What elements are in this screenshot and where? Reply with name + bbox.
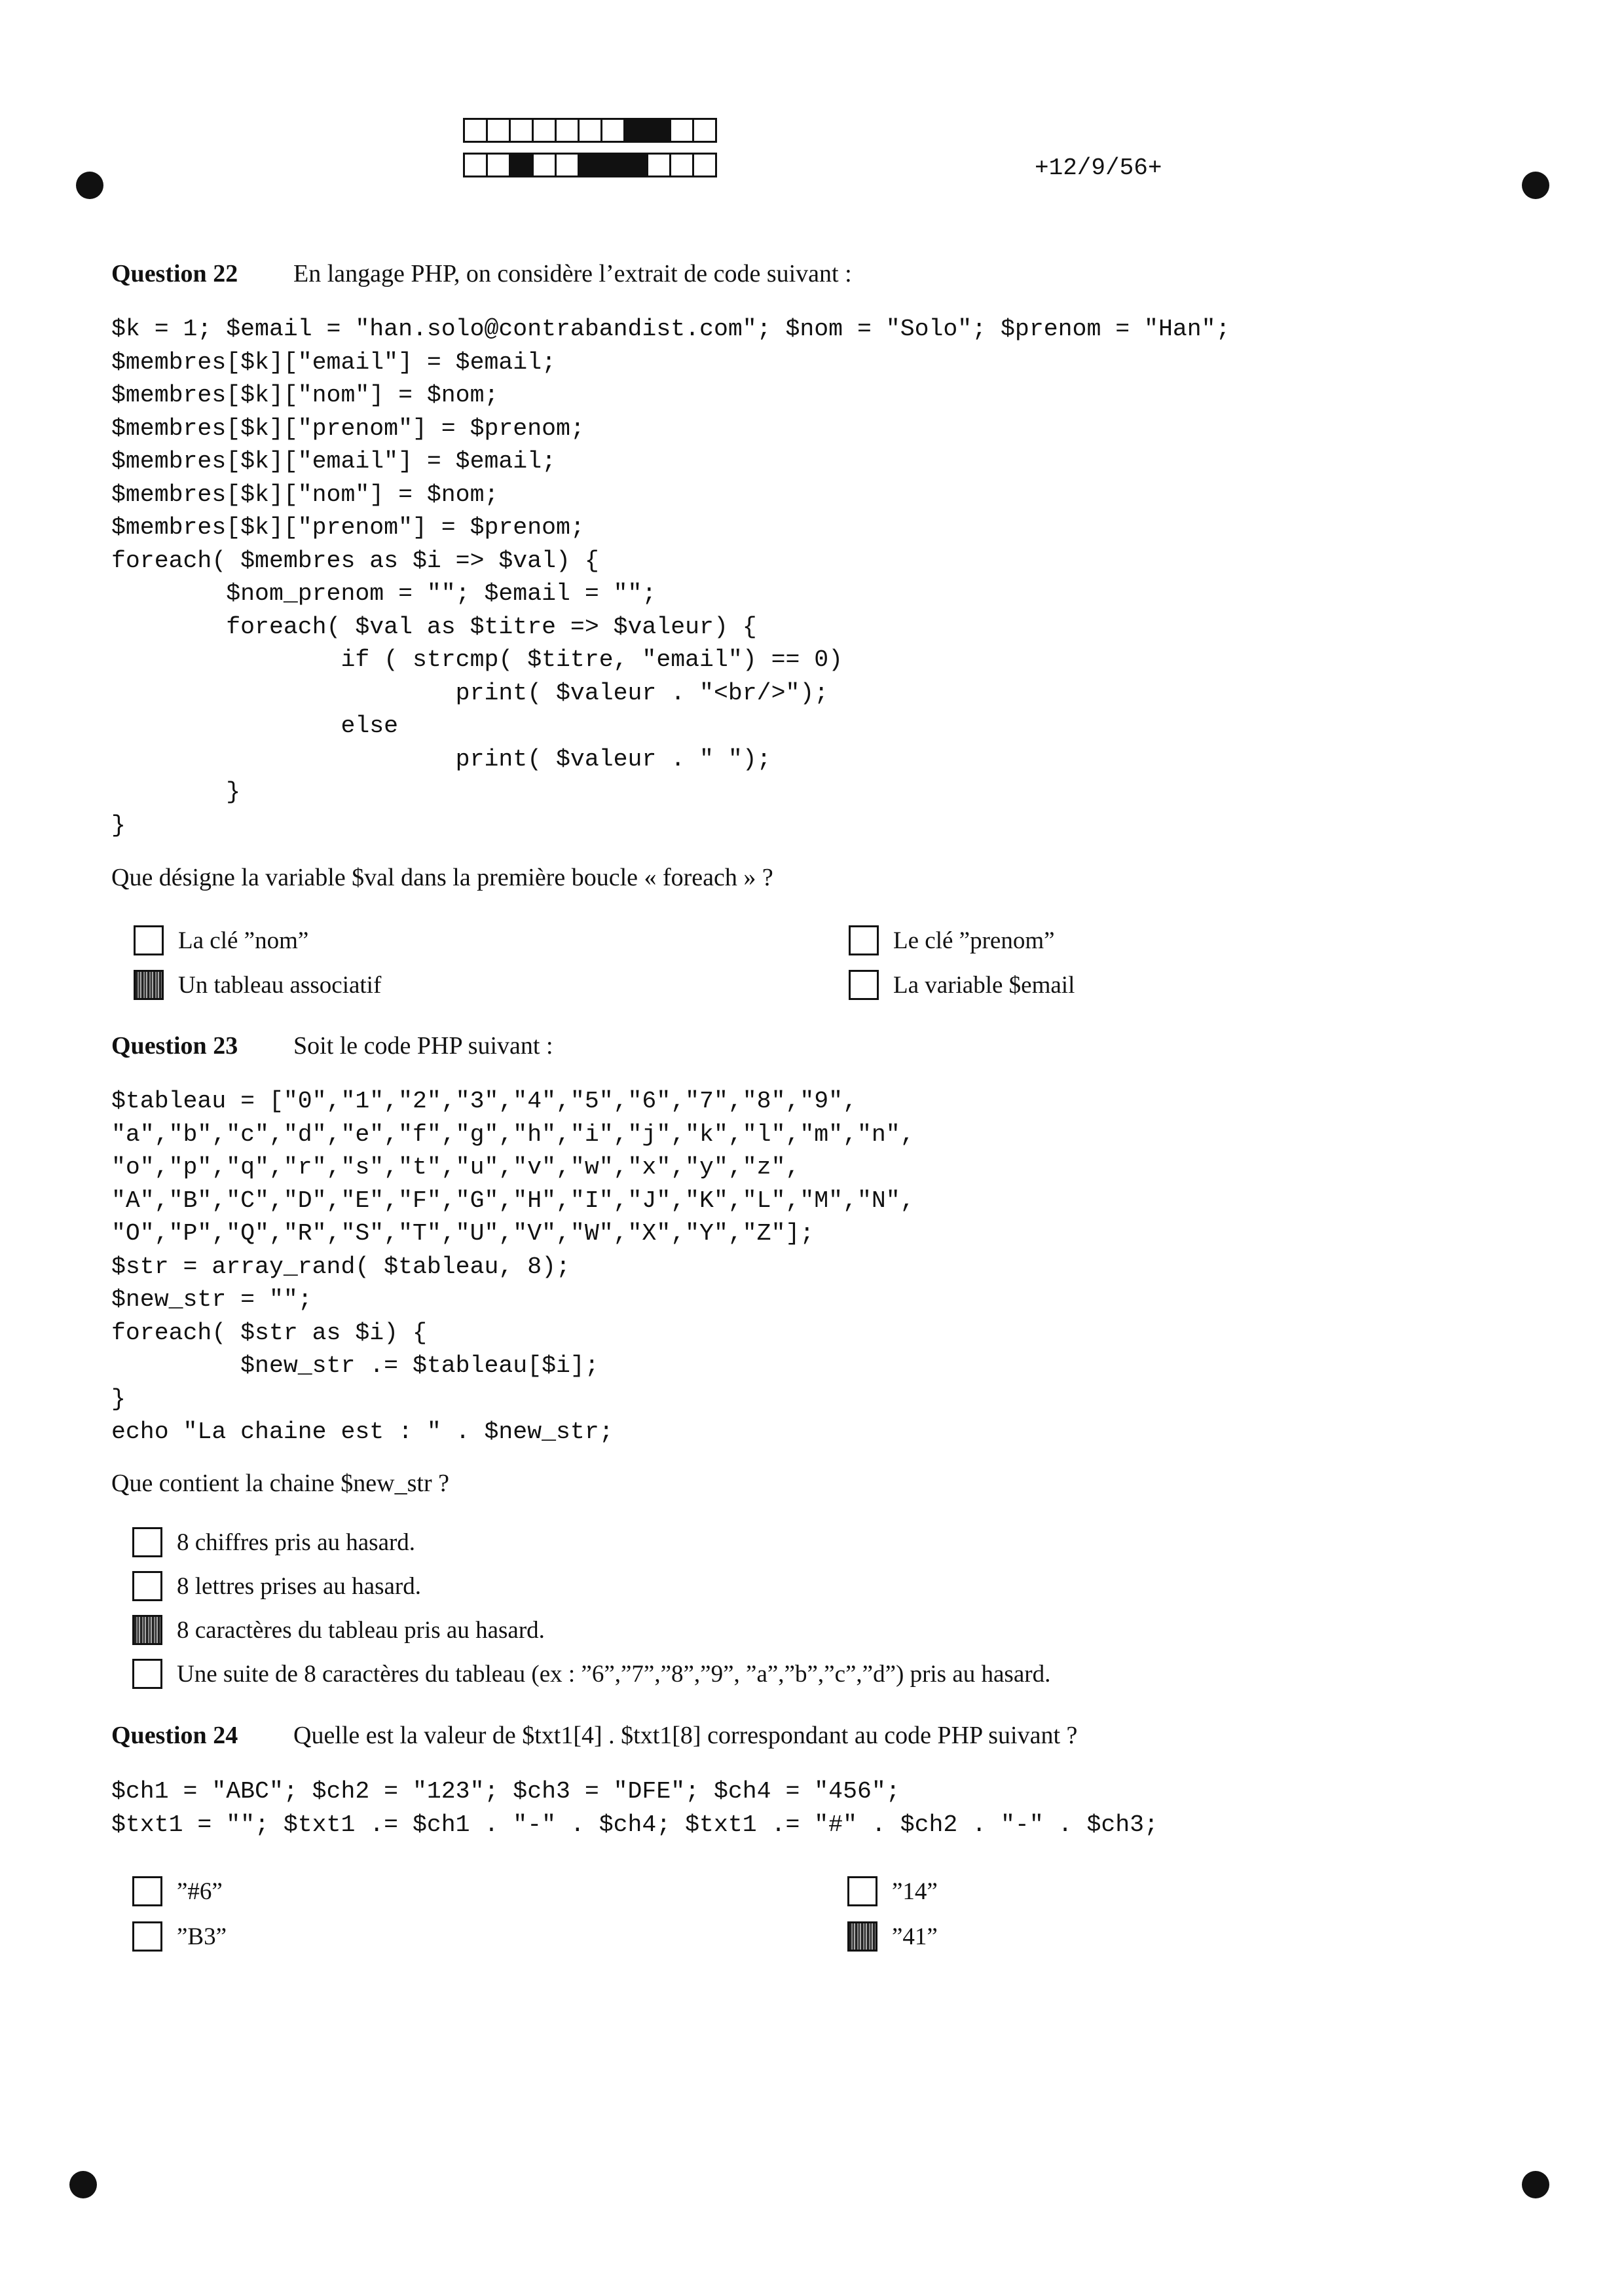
answer-23-a[interactable]	[132, 1527, 415, 1557]
barcode-cell-empty	[692, 118, 717, 143]
question-number: Question 24	[111, 1722, 238, 1749]
question-24-code: $ch1 = "ABC"; $ch2 = "123"; $ch3 = "DFE"; $ch4 = "456"; $txt1 = ""; $txt1 .= $ch1 . "-" . $ch4; $txt1 .= "#" . $ch2 . "-" . $ch3;	[111, 1778, 1158, 1838]
barcode-cell-empty	[555, 118, 580, 143]
answer-22-a[interactable]	[134, 925, 308, 955]
barcode-cell-empty	[532, 118, 557, 143]
answer-24-c[interactable]	[847, 1876, 938, 1906]
barcode-cell-empty	[463, 153, 488, 177]
answer-label: Le clé ”prenom”	[893, 927, 1055, 954]
barcode-cell-filled	[509, 153, 534, 177]
page-id: +12/9/56+	[1035, 155, 1162, 181]
barcode-cell-empty	[646, 153, 671, 177]
answer-label: 8 lettres prises au hasard.	[177, 1572, 421, 1600]
answer-label: ”B3”	[177, 1923, 227, 1950]
answer-23-d[interactable]	[132, 1659, 1050, 1689]
barcode-cell-filled	[578, 153, 602, 177]
barcode-cell-empty	[578, 118, 602, 143]
barcode-row-top	[463, 118, 715, 143]
answer-label: Un tableau associatif	[178, 971, 382, 999]
barcode-cell-empty	[600, 118, 625, 143]
answer-checkbox-checked[interactable]	[132, 1615, 162, 1645]
answer-24-b[interactable]	[132, 1921, 227, 1952]
question-number: Question 22	[111, 260, 238, 287]
registration-mark-bottom-right	[1522, 2171, 1549, 2198]
answer-label: ”14”	[892, 1878, 938, 1905]
barcode-cell-empty	[486, 118, 511, 143]
answer-22-c[interactable]	[849, 925, 1055, 955]
question-22-header	[111, 259, 852, 288]
registration-mark-top-left	[76, 172, 103, 199]
answer-checkbox[interactable]	[132, 1527, 162, 1557]
answer-checkbox[interactable]	[132, 1921, 162, 1952]
question-24-header	[111, 1721, 1077, 1750]
answer-checkbox[interactable]	[134, 925, 164, 955]
answer-label: Une suite de 8 caractères du tableau (ex : ”6”,”7”,”8”,”9”, ”a”,”b”,”c”,”d”) pris au hasard.	[177, 1660, 1051, 1688]
question-22-prompt: Que désigne la variable $val dans la première boucle « foreach » ?	[111, 864, 773, 891]
answer-23-c[interactable]	[132, 1615, 545, 1645]
answer-label: La variable $email	[893, 971, 1075, 999]
barcode-cell-filled	[646, 118, 671, 143]
answer-checkbox[interactable]	[132, 1659, 162, 1689]
barcode-cell-empty	[509, 118, 534, 143]
barcode-row-bottom	[463, 153, 715, 177]
answer-checkbox[interactable]	[847, 1876, 877, 1906]
barcode-cell-empty	[486, 153, 511, 177]
registration-mark-bottom-left	[69, 2171, 97, 2198]
barcode-cell-empty	[463, 118, 488, 143]
answer-checkbox-checked[interactable]	[134, 970, 164, 1000]
barcode-cell-filled	[623, 153, 648, 177]
barcode-cell-empty	[555, 153, 580, 177]
answer-checkbox-checked[interactable]	[847, 1921, 877, 1952]
answer-22-d[interactable]	[849, 970, 1075, 1000]
registration-mark-top-right	[1522, 172, 1549, 199]
barcode-cell-empty	[669, 153, 694, 177]
question-22-code: $k = 1; $email = "han.solo@contrabandist.com"; $nom = "Solo"; $prenom = "Han"; $membres[$k]["email"] = $email; $membres[$k]["nom"] = $nom; $membres[$k]["prenom"] = $prenom; $membres[$k]["email"] = $email; $membres[$k]["nom"] = $nom; $membres[$k]["prenom"] = $prenom; foreach( $membres as $i => $val) { $nom_prenom = ""; $email = ""; foreach( $val as $titre => $valeur) { if ( strcmp( $titre, "email") == 0) print( $valeur . "<br/>"); else print( $valeur . " "); } }	[111, 316, 1230, 839]
answer-24-a[interactable]	[132, 1876, 223, 1906]
barcode-cell-filled	[600, 153, 625, 177]
question-23-prompt: Que contient la chaine $new_str ?	[111, 1470, 449, 1497]
answer-checkbox[interactable]	[132, 1876, 162, 1906]
barcode-cell-empty	[692, 153, 717, 177]
barcode-cell-filled	[623, 118, 648, 143]
answer-label: ”#6”	[177, 1878, 223, 1905]
question-number: Question 23	[111, 1032, 238, 1060]
question-23-header	[111, 1031, 553, 1060]
answer-23-b[interactable]	[132, 1571, 421, 1601]
answer-label: La clé ”nom”	[178, 927, 309, 954]
barcode-cell-empty	[669, 118, 694, 143]
answer-label: 8 chiffres pris au hasard.	[177, 1528, 416, 1556]
question-text: Quelle est la valeur de $txt1[4] . $txt1[8] correspondant au code PHP suivant ?	[293, 1722, 1078, 1749]
question-text: Soit le code PHP suivant :	[293, 1032, 553, 1060]
answer-checkbox[interactable]	[849, 925, 879, 955]
answer-22-b[interactable]	[134, 970, 381, 1000]
barcode-cell-empty	[532, 153, 557, 177]
answer-label: 8 caractères du tableau pris au hasard.	[177, 1616, 545, 1644]
answer-checkbox[interactable]	[132, 1571, 162, 1601]
question-23-code: $tableau = ["0","1","2","3","4","5","6","7","8","9", "a","b","c","d","e","f","g","h","i","j","k","l","m","n", "o","p","q","r","s","t","u","v","w","x","y","z", "A","B","C","D","E","F","G","H","I","J","K","L","M","N", "O","P","Q","R","S","T","U","V","W","X","Y","Z"]; $str = array_rand( $tableau, 8); $new_str = ""; foreach( $str as $i) { $new_str .= $tableau[$i]; } echo "La chaine est : " . $new_str;	[111, 1088, 915, 1445]
question-text: En langage PHP, on considère l’extrait de code suivant :	[293, 260, 852, 287]
answer-checkbox[interactable]	[849, 970, 879, 1000]
answer-24-d[interactable]	[847, 1921, 938, 1952]
answer-label: ”41”	[892, 1923, 938, 1950]
